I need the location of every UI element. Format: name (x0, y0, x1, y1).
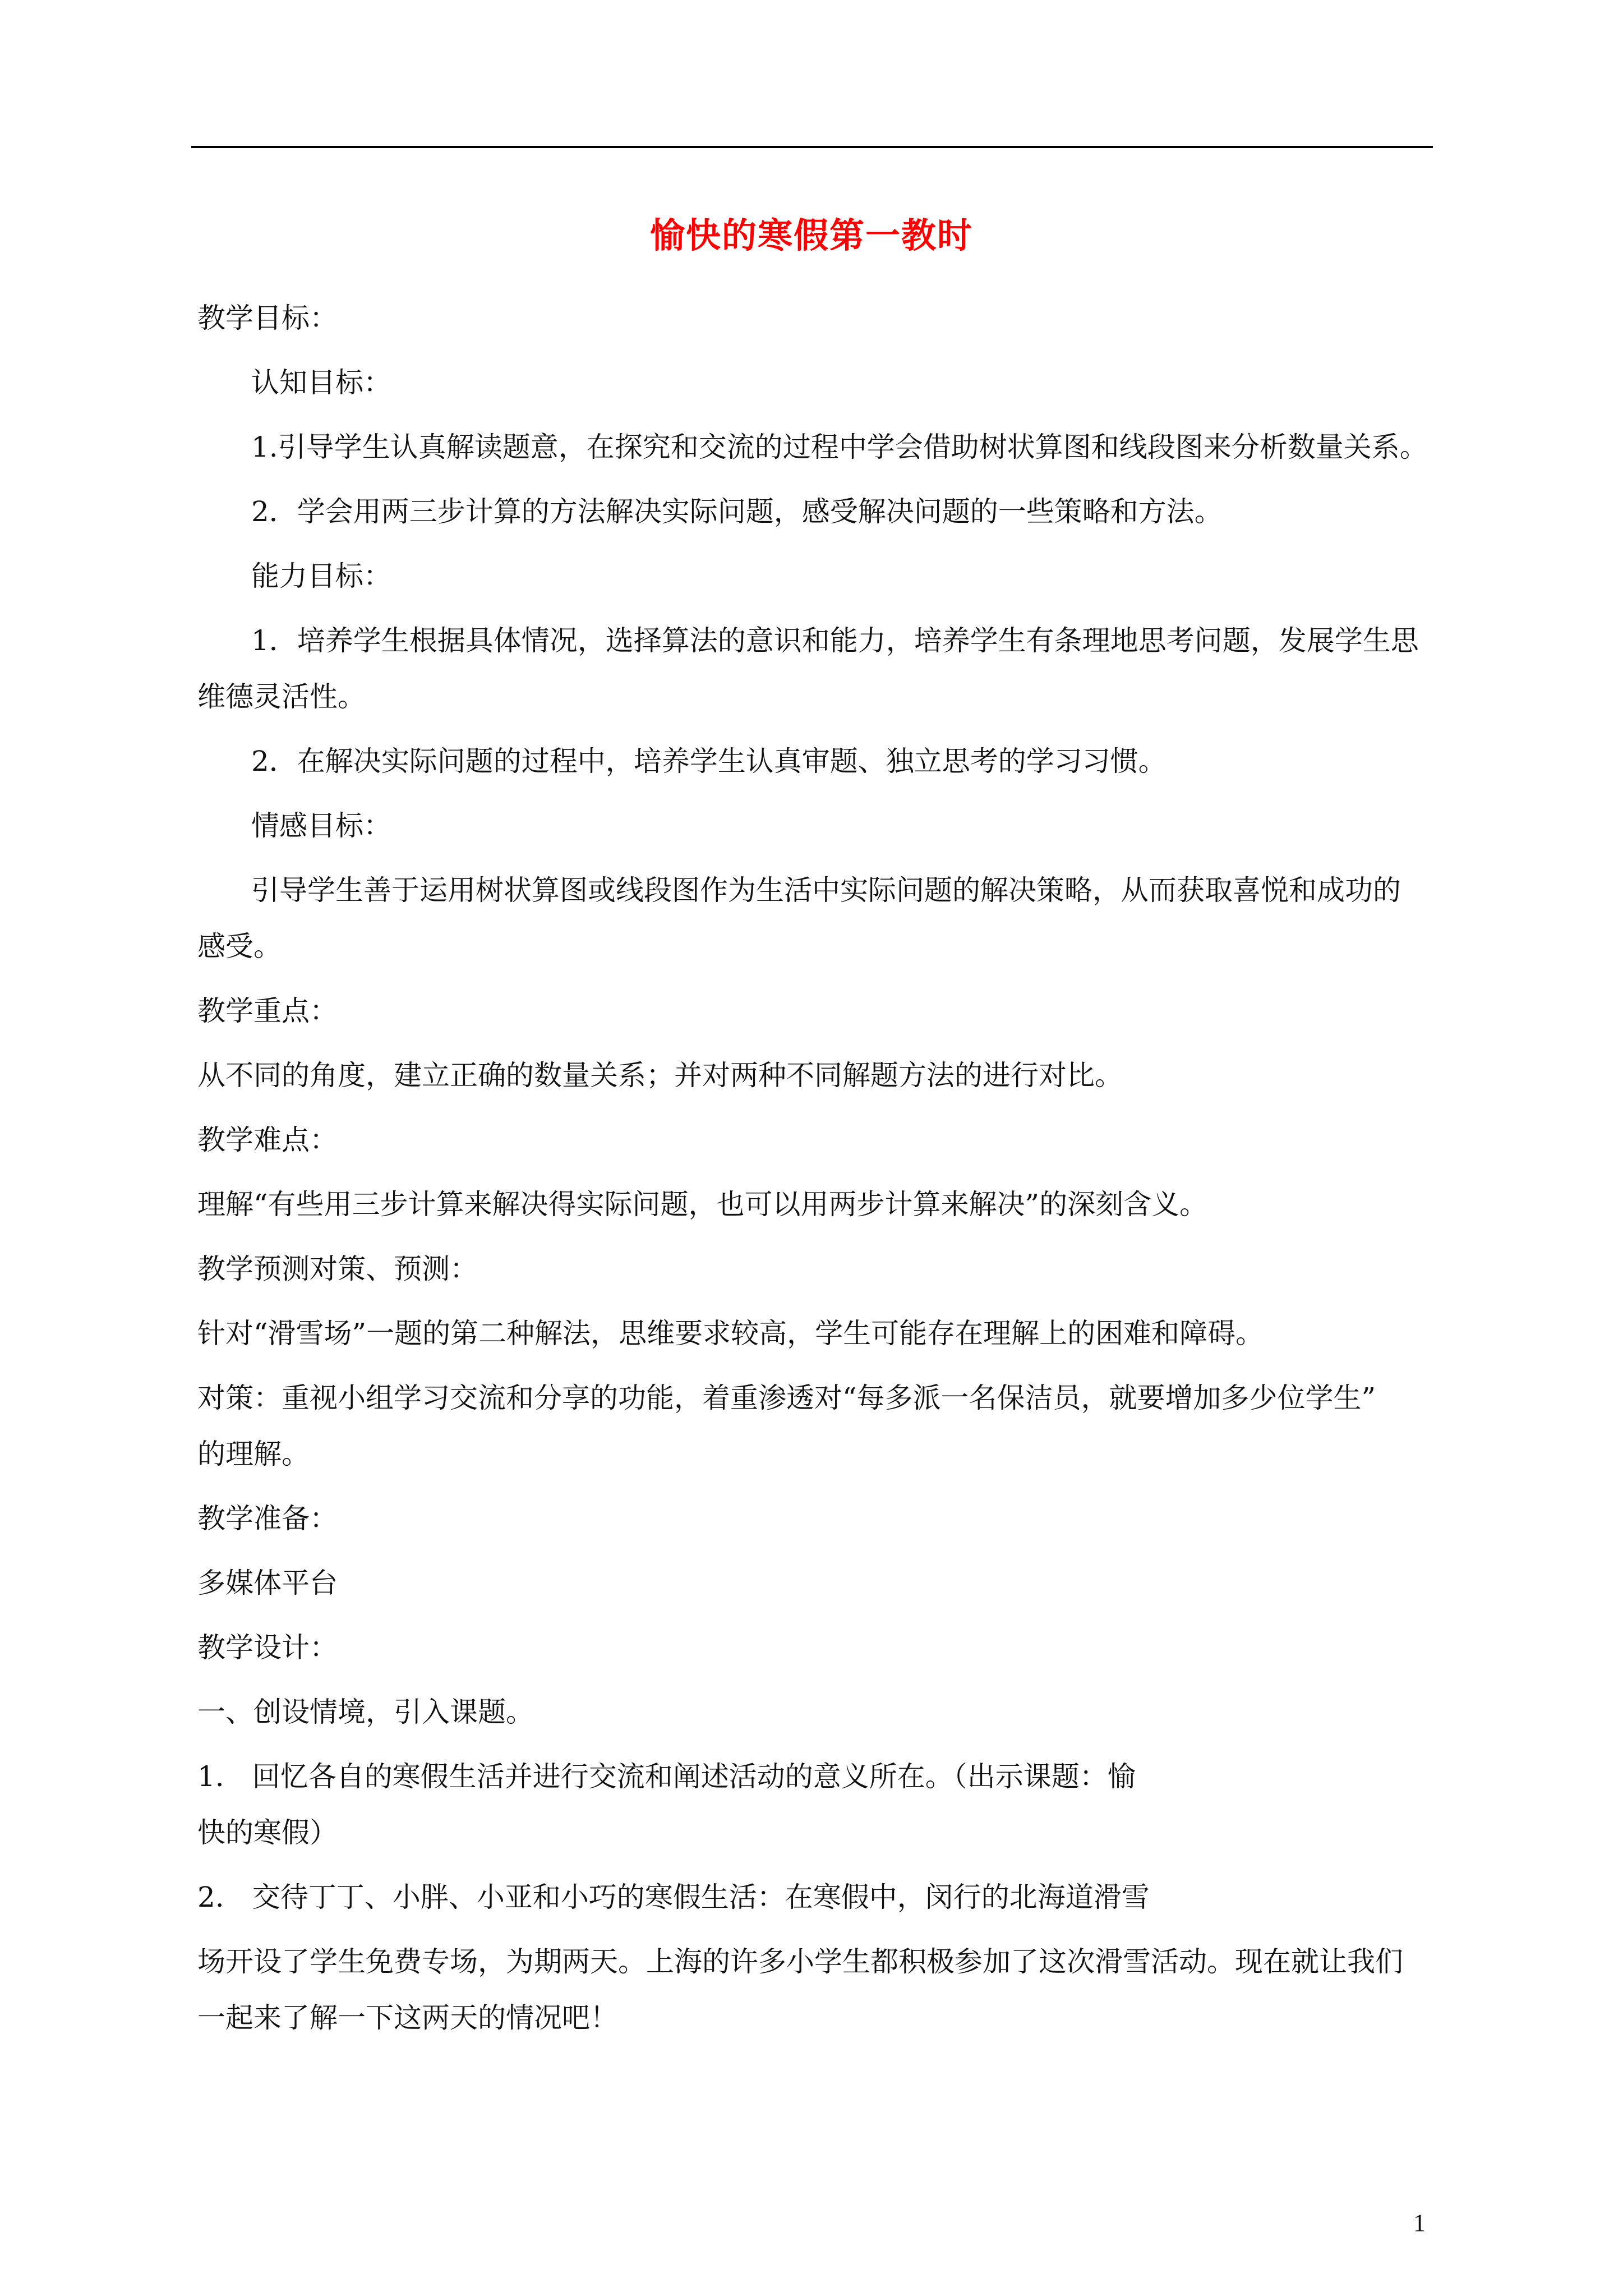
paragraph-line: 的理解。 (197, 1438, 310, 1470)
paragraph-line: 2．学会用两三步计算的方法解决实际问题，感受解决问题的一些策略和方法。 (251, 495, 1223, 528)
paragraph-line: 快的寒假） (197, 1816, 338, 1849)
section-heading-preparation: 教学准备： (197, 1502, 338, 1535)
subheading-emotional: 情感目标： (251, 809, 391, 842)
paragraph-line: 感受。 (197, 930, 282, 963)
paragraph-line: 2. 交待丁丁、小胖、小亚和小巧的寒假生活：在寒假中，闵行的北海道滑雪 (197, 1881, 1150, 1913)
document-title: 愉快的寒假第一教时 (649, 215, 973, 256)
paragraph-line: 针对“滑雪场”一题的第二种解法，思维要求较高，学生可能存在理解上的困难和障碍。 (197, 1317, 1264, 1350)
paragraph-line: 1．培养学生根据具体情况，选择算法的意识和能力，培养学生有条理地思考问题，发展学生思 (251, 624, 1419, 657)
paragraph-line: 引导学生善于运用树状算图或线段图作为生活中实际问题的解决策略，从而获取喜悦和成功的 (251, 874, 1401, 907)
subheading-cognitive: 认知目标： (251, 366, 391, 399)
paragraph-line: 场开设了学生免费专场，为期两天。上海的许多小学生都积极参加了这次滑雪活动。现在就让我们 (197, 1945, 1403, 1978)
subheading-ability: 能力目标： (251, 560, 391, 592)
paragraph-line: 一、创设情境，引入课题。 (197, 1696, 534, 1728)
section-heading-key-points: 教学重点： (197, 995, 338, 1027)
paragraph-line: 维德灵活性。 (197, 680, 366, 713)
page-number: 1 (1413, 2209, 1426, 2237)
section-heading-objectives: 教学目标： (197, 302, 338, 334)
header-rule (191, 146, 1433, 148)
paragraph-line: 多媒体平台 (197, 1567, 338, 1599)
paragraph-line: 1.引导学生认真解读题意，在探究和交流的过程中学会借助树状算图和线段图来分析数量关系。 (251, 431, 1428, 463)
section-heading-prediction: 教学预测对策、预测： (197, 1253, 478, 1285)
paragraph-line: 2．在解决实际问题的过程中，培养学生认真审题、独立思考的学习习惯。 (251, 745, 1166, 777)
paragraph-line: 1. 回忆各自的寒假生活并进行交流和阐述活动的意义所在。（出示课题：愉 (197, 1760, 1136, 1793)
section-heading-design: 教学设计： (197, 1631, 338, 1664)
paragraph-line: 一起来了解一下这两天的情况吧！ (197, 2001, 618, 2034)
section-heading-difficulties: 教学难点： (197, 1124, 338, 1156)
paragraph-line: 对策：重视小组学习交流和分享的功能，着重渗透对“每多派一名保洁员，就要增加多少位学生” (197, 1382, 1376, 1414)
paragraph-line: 从不同的角度，建立正确的数量关系；并对两种不同解题方法的进行对比。 (197, 1059, 1123, 1092)
paragraph-line: 理解“有些用三步计算来解决得实际问题，也可以用两步计算来解决”的深刻含义。 (197, 1188, 1208, 1221)
